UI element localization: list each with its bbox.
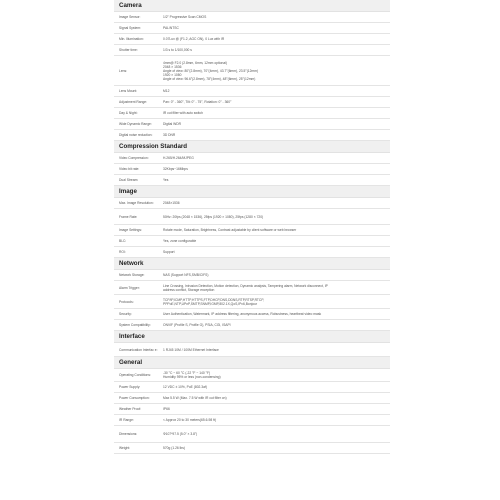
spec-value-line: Digital WDR xyxy=(163,122,181,126)
spec-value-line: Angle of view: 80°(2.8mm), 70°(4mm), 43.7°(6mm), 23.5°(12mm) xyxy=(163,68,259,73)
spec-label: Min. Illumination: xyxy=(119,37,144,41)
spec-row xyxy=(114,108,390,119)
spec-label: Image Settings: xyxy=(119,228,142,232)
spec-value-line: Rotate mode, Saturation, Brightness, Contrast adjustable by client software or web browser xyxy=(163,228,297,232)
spec-row xyxy=(114,225,390,236)
spec-value-line: Angle of view: 96.6°(2.8mm), 78°(4mm), 48°(6mm), 25°(12mm) xyxy=(163,76,256,81)
spec-value xyxy=(160,130,390,140)
spec-row xyxy=(114,130,390,141)
spec-value xyxy=(160,23,390,33)
spec-label: Signal System: xyxy=(119,26,141,30)
spec-value-line: Humidity 95% or less (non-condensing) xyxy=(163,375,221,379)
spec-row xyxy=(114,164,390,175)
spec-value-line: Max 5.5 W (Max. 7.5 W with IR cut filter on) xyxy=(163,396,227,400)
spec-row xyxy=(114,198,390,209)
spec-value xyxy=(160,343,390,356)
spec-value xyxy=(160,426,390,442)
spec-value-line: < Approx 20 to 30 meters(65.6-98 ft) xyxy=(163,418,217,422)
spec-row xyxy=(114,23,390,34)
spec-row xyxy=(114,270,390,281)
spec-value-line: Yes, zone configurable xyxy=(163,239,197,243)
spec-row xyxy=(114,426,390,443)
spec-row xyxy=(114,404,390,415)
spec-value xyxy=(160,404,390,414)
spec-value-line: Pan: 0° - 360°, Tilt: 0° - 75°, Rotation: 0° - 360° xyxy=(163,100,232,104)
spec-value xyxy=(160,270,390,280)
spec-label: Weather Proof: xyxy=(119,407,142,411)
spec-label: Power Consumption: xyxy=(119,396,150,400)
spec-value xyxy=(160,97,390,107)
spec-section xyxy=(114,331,390,357)
spec-value xyxy=(160,164,390,174)
spec-label: Video bit rate: xyxy=(119,167,140,171)
spec-value-line: Line Crossing, Intrusion Detection, Motion detection, Dynamic analysis, Tampering alarm, Network disconnect, IP xyxy=(163,283,328,288)
spec-label: BLC: xyxy=(119,239,127,243)
spec-row xyxy=(114,45,390,56)
spec-value-line: 0.07Lux @ (F1.2, AGC ON), 0 Lux with IR xyxy=(163,37,225,41)
spec-label: Shutter time: xyxy=(119,48,138,52)
spec-row xyxy=(114,382,390,393)
spec-value-line: 1/2" Progressive Scan CMOS xyxy=(163,15,207,19)
spec-value-line: TCP/IP,ICMP,HTTP,HTTPS,FTP,DHCP,DNS,DDNS,RTP,RTSP,RTCP, xyxy=(163,297,265,302)
spec-value xyxy=(160,382,390,392)
spec-row xyxy=(114,236,390,247)
spec-row xyxy=(114,281,390,295)
spec-value-line: 2048 × 1536 xyxy=(163,64,182,69)
spec-value-line: IR cut filter with auto switch xyxy=(163,111,203,115)
spec-row xyxy=(114,247,390,258)
spec-row xyxy=(114,309,390,320)
spec-label: Power Supply: xyxy=(119,385,141,389)
spec-label: Dual Stream: xyxy=(119,178,139,182)
spec-value-line: address conflict, Storage exception xyxy=(163,287,215,292)
spec-row xyxy=(114,56,390,86)
spec-value xyxy=(160,45,390,55)
spec-row xyxy=(114,415,390,426)
spec-value xyxy=(160,209,390,224)
spec-label: Image Sensor: xyxy=(119,15,141,19)
spec-value-line: 4mm@ F2.0 (2.8mm, 6mm, 12mm optional) xyxy=(163,60,227,65)
section-title: Compression Standard xyxy=(114,141,390,153)
spec-value-line: Yes xyxy=(163,178,169,182)
spec-section xyxy=(114,141,390,186)
spec-label: Wide Dynamic Range: xyxy=(119,122,152,126)
spec-value xyxy=(160,108,390,118)
section-title: Image xyxy=(114,186,390,198)
spec-value xyxy=(160,309,390,319)
spec-row xyxy=(114,443,390,454)
spec-label: Digital noise reduction: xyxy=(119,133,153,137)
spec-value xyxy=(160,247,390,257)
spec-label: Dimensions: xyxy=(119,432,138,436)
spec-value xyxy=(160,175,390,185)
spec-value xyxy=(160,295,390,308)
spec-value-line: NAS (Support NFS,SMB/CIFS) xyxy=(163,273,209,277)
spec-value-line: Support xyxy=(163,250,175,254)
spec-value xyxy=(160,153,390,163)
spec-row xyxy=(114,209,390,225)
spec-label: ROI: xyxy=(119,250,126,254)
spec-row xyxy=(114,12,390,23)
spec-row xyxy=(114,97,390,108)
spec-label: Max. Image Resolution: xyxy=(119,201,154,205)
spec-value-line: 12 VDC ± 10%, PoE (802.3af) xyxy=(163,385,207,389)
spec-row xyxy=(114,119,390,130)
spec-value xyxy=(160,320,390,330)
spec-value xyxy=(160,393,390,403)
spec-value xyxy=(160,236,390,246)
spec-value-line: ONVIF (Profile S, Profile G), PSIA, CGI, ISAPI xyxy=(163,323,231,327)
spec-row xyxy=(114,175,390,186)
spec-value-line: 3D DNR xyxy=(163,133,176,137)
spec-row xyxy=(114,86,390,97)
spec-section xyxy=(114,0,390,141)
spec-value-line: 1 RJ45 10M / 100M Ethernet Interface xyxy=(163,347,219,352)
section-title: General xyxy=(114,357,390,369)
spec-label: System Compatibility: xyxy=(119,323,151,327)
spec-row xyxy=(114,369,390,382)
spec-value-line: -30 °C ~ 60 °C (-22 °F ~ 140 °F) xyxy=(163,371,211,375)
section-title: Camera xyxy=(114,0,390,12)
spec-value-line: User Authentication, Watermark, IP address filtering, anonymous access, Robustness, heartbeat video mask xyxy=(163,312,322,316)
spec-label: Adjustment Range: xyxy=(119,100,148,104)
section-title: Network xyxy=(114,258,390,270)
spec-value-line: 1920 × 1080 xyxy=(163,72,182,77)
spec-value-line: 32Kbps~16Mbps xyxy=(163,167,188,171)
spec-label: Video Compression: xyxy=(119,156,149,160)
spec-row xyxy=(114,343,390,357)
spec-value-line: 570g (1.26 lbs) xyxy=(163,446,185,450)
spec-value xyxy=(160,443,390,453)
spec-label: Operating Conditions: xyxy=(119,373,151,377)
spec-section xyxy=(114,357,390,454)
spec-row xyxy=(114,295,390,309)
spec-sheet xyxy=(114,0,390,500)
spec-section xyxy=(114,186,390,258)
spec-row xyxy=(114,153,390,164)
spec-value xyxy=(160,119,390,129)
spec-row xyxy=(114,320,390,331)
spec-value xyxy=(160,198,390,208)
spec-label: Network Storage: xyxy=(119,273,145,277)
spec-section xyxy=(114,258,390,331)
spec-value xyxy=(160,281,390,294)
spec-value-line: Φ107*97.5 (5.0" × 3.8") xyxy=(163,432,198,436)
spec-value-line: PPPoE,NTP,UPnP,SMTP,SNMP,IGMP,802.1X,QoS,IPv6,Bonjour xyxy=(163,301,258,306)
spec-value xyxy=(160,369,390,381)
spec-value-line: PAL/NTSC xyxy=(163,26,179,30)
section-title: Interface xyxy=(114,331,390,343)
spec-label: IR Range: xyxy=(119,418,134,422)
spec-value-line: H.265/H.264/MJPEG xyxy=(163,156,194,160)
spec-row xyxy=(114,393,390,404)
spec-value-line: 2048×1536 xyxy=(163,201,180,205)
spec-label: Weight: xyxy=(119,446,131,450)
spec-value xyxy=(160,415,390,425)
spec-row xyxy=(114,34,390,45)
spec-label: Day & Night: xyxy=(119,111,138,115)
spec-value-line: 1/3 s to 1/100,000 s xyxy=(163,48,192,52)
spec-label: Frame Rate: xyxy=(119,214,138,219)
spec-value xyxy=(160,12,390,22)
spec-label: Security: xyxy=(119,312,132,316)
spec-value-line: IP66 xyxy=(163,407,170,411)
spec-label: Communication Interfac e: xyxy=(119,347,158,352)
spec-value xyxy=(160,34,390,44)
spec-label: Protocols: xyxy=(119,299,134,304)
spec-value-line: M12 xyxy=(163,89,170,93)
spec-value-line: 50Hz: 20fps (2048 × 1536), 25fps (1920 × 1080), 25fps (1280 × 720) xyxy=(163,214,264,219)
spec-label: Lens Mount: xyxy=(119,89,138,93)
spec-value xyxy=(160,86,390,96)
spec-label: Lens: xyxy=(119,68,128,73)
spec-value xyxy=(160,225,390,235)
spec-label: Alarm Trigger: xyxy=(119,285,140,290)
spec-value xyxy=(160,56,390,85)
